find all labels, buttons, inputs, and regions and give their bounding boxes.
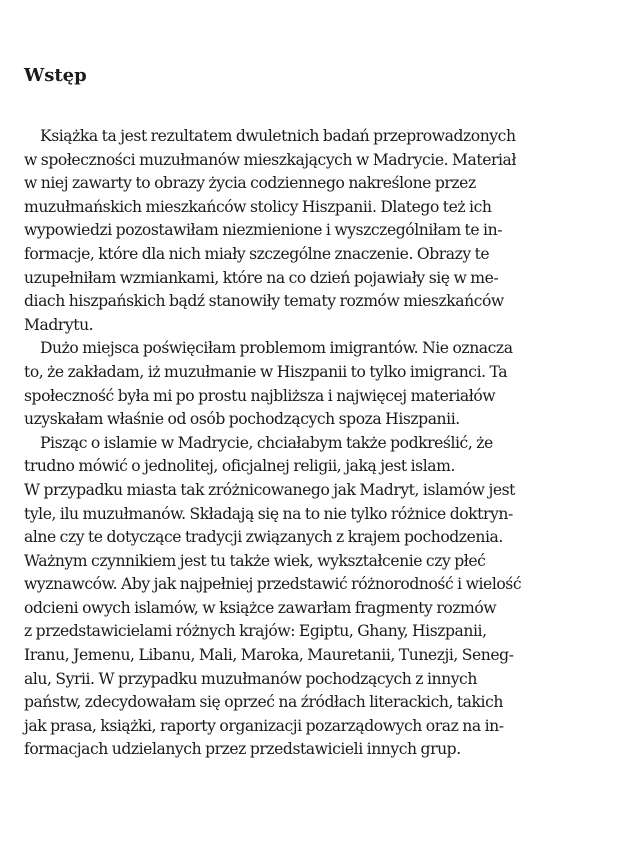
text-line: muzułmańskich mieszkańców stolicy Hiszpanii. Dlatego też ich bbox=[24, 197, 492, 216]
text-line: Madrytu. bbox=[24, 315, 94, 334]
text-line: formacje, które dla nich miały szczególne znaczenie. Obrazy te bbox=[24, 244, 490, 263]
text-line: to, że zakładam, iż muzułmanie w Hiszpanii to tylko imigranci. Ta bbox=[24, 362, 508, 381]
text-line: Iranu, Jemenu, Libanu, Mali, Maroka, Mauretanii, Tunezji, Seneg- bbox=[24, 646, 514, 665]
text-line: Książka ta jest rezultatem dwuletnich badań przeprowadzonych bbox=[40, 127, 516, 145]
document-page bbox=[24, 0, 616, 851]
chapter-heading: Wstęp bbox=[24, 65, 87, 86]
text-line: Ważnym czynnikiem jest tu także wiek, wykształcenie czy płeć bbox=[24, 551, 486, 570]
text-line: odcieni owych islamów, w książce zawarłam fragmenty rozmów bbox=[24, 598, 497, 617]
text-line: uzupełniłam wzmiankami, które na co dzień pojawiały się w me- bbox=[24, 268, 499, 287]
text-line: w społeczności muzułmanów mieszkających w Madrycie. Materiał bbox=[24, 150, 516, 169]
text-line: diach hiszpańskich bądź stanowiły tematy rozmów mieszkańców bbox=[24, 292, 504, 311]
text-line: wypowiedzi pozostawiłam niezmienione i wyszczególniłam te in- bbox=[24, 221, 503, 240]
text-line: jak prasa, książki, raporty organizacji pozarządowych oraz na in- bbox=[24, 716, 504, 735]
text-line: uzyskałam właśnie od osób pochodzących spoza Hiszpanii. bbox=[24, 410, 460, 429]
text-line: W przypadku miasta tak zróżnicowanego jak Madryt, islamów jest bbox=[24, 480, 516, 499]
text-line: tyle, ilu muzułmanów. Składają się na to nie tylko różnice doktryn- bbox=[24, 504, 513, 523]
text-line: państw, zdecydowałam się oprzeć na źródłach literackich, takich bbox=[24, 693, 503, 712]
paragraph-1 bbox=[24, 125, 616, 337]
text-line: alu, Syrii. W przypadku muzułmanów pochodzących z innych bbox=[24, 669, 477, 688]
text-line: z przedstawicielami różnych krajów: Egiptu, Ghany, Hiszpanii, bbox=[24, 622, 487, 641]
body-text bbox=[24, 125, 616, 762]
text-line: formacjach udzielanych przez przedstawicieli innych grup. bbox=[24, 740, 461, 759]
text-line: trudno mówić o jednolitej, oficjalnej religii, jaką jest islam. bbox=[24, 457, 455, 476]
text-line: wyznawców. Aby jak najpełniej przedstawić różnorodność i wielość bbox=[24, 575, 522, 594]
paragraph-3 bbox=[24, 432, 616, 762]
text-line: społeczność była mi po prostu najbliższa i najwięcej materiałów bbox=[24, 386, 496, 405]
text-line: alne czy te dotyczące tradycji związanych z krajem pochodzenia. bbox=[24, 528, 503, 547]
text-line: Dużo miejsca poświęciłam problemom imigrantów. Nie oznacza bbox=[40, 339, 513, 358]
text-line: w niej zawarty to obrazy życia codziennego nakreślone przez bbox=[24, 174, 476, 193]
text-line: Pisząc o islamie w Madrycie, chciałabym także podkreślić, że bbox=[40, 433, 493, 452]
paragraph-2 bbox=[24, 337, 616, 431]
